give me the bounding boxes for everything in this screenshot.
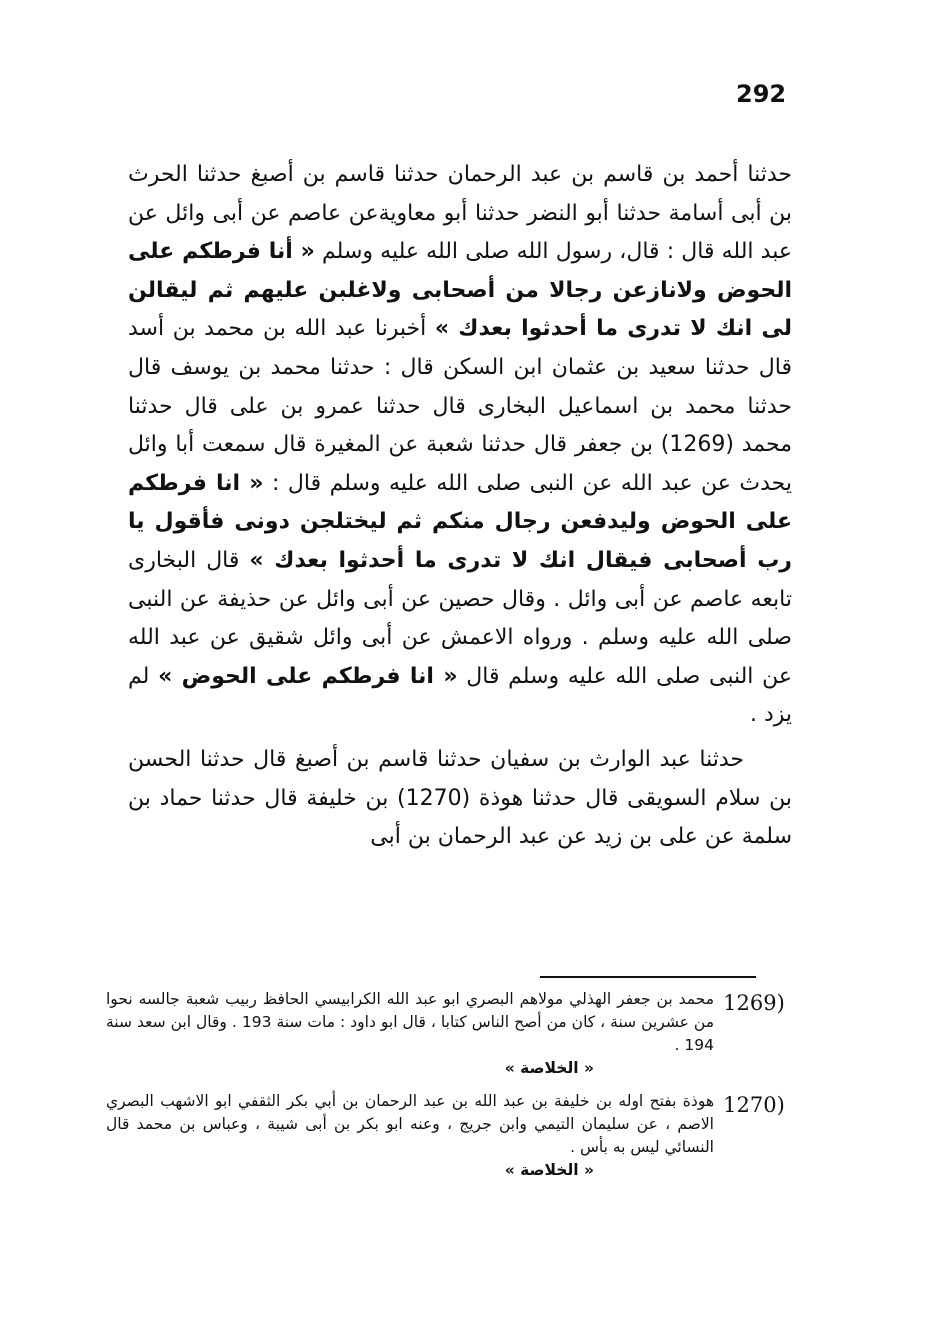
text-segment: قال البخارى تابعه عاصم عن أبى وائل . وقال حصين عن أبى وائل عن حذيفة عن النبى صلى الله عليه وسلم . ورواه الاعمش عن أبى وائل شقيق عن عبد الله عن النبى صلى الله عليه وسلم قال: [128, 547, 792, 689]
paragraph-2: حدثنا عبد الوارث بن سفيان حدثنا قاسم بن أصبغ قال حدثنا الحسن بن سلام السويقى قال حدثنا هوذة (1270) بن خليفة قال حدثنا حماد بن سلمة عن على بن زيد عن عبد الرحمان بن أبى: [128, 746, 792, 850]
main-text-body: [128, 156, 792, 857]
footnote-text: هوذة بفتح اوله بن خليفة بن عبد الله بن عبد الرحمان بن أبي بكر الثقفي ابو الاشهب البصري الاصم ، عن سليمان التيمي وابن جريج ، وعنه ابو بكر بن أبى شيبة ، وعباس بن محمد قال النسائي ليس به بأس .: [106, 1092, 714, 1156]
text-segment: أخبرنا عبد الله بن محمد بن أسد قال حدثنا سعيد بن عثمان ابن السكن قال : حدثنا محمد بن يوسف قال حدثنا محمد بن اسماعيل البخارى قال حدثنا عمرو بن على قال حدثنا محمد (1269) بن جعفر قال حدثنا شعبة عن المغيرة قال سمعت أبا وائل يحدث عن عبد الله عن النبى صلى الله عليه وسلم قال :: [128, 316, 793, 496]
hadith-quote: « انا فرطكم على الحوض وليدفعن رجال منكم ثم ليختلجن دونى فأقول يا رب أصحابى فيقال انك لا تدرى ما أحدثوا بعدك »: [128, 470, 792, 573]
page-number: 292: [736, 80, 787, 108]
footnote-source: « الخلاصة »: [504, 1161, 594, 1179]
hadith-quote: « انا فرطكم على الحوض »: [158, 663, 458, 689]
footnote-body: [106, 988, 714, 1080]
footnote-number: 1269): [723, 991, 785, 1015]
footnote-number: 1270): [723, 1093, 785, 1117]
footnote-source: « الخلاصة »: [504, 1059, 594, 1077]
footnote-divider: [540, 976, 756, 978]
hadith-quote: « أنا فرطكم على الحوض ولانازعن رجالا من أصحابى ولاغلبن عليهم ثم ليقالن لى انك لا تدرى ما أحدثوا بعدك »: [128, 239, 792, 342]
footnotes-section: [106, 988, 794, 1192]
footnote-body: [106, 1090, 714, 1182]
text-segment: لم يزد .: [128, 663, 792, 728]
footnote-text: محمد بن جعفر الهذلي مولاهم البصري ابو عبد الله الكرابيسي الحافظ ربيب شعبة جالسه نحوا من عشرين سنة ، كان من أصح الناس كتابا ، قال ابو داود : مات سنة 193 . وقال ابن سعد سنة 194 .: [106, 990, 715, 1054]
footnote-1270: [106, 1090, 794, 1182]
paragraph-1: [128, 156, 792, 735]
text-segment: حدثنا أحمد بن قاسم بن عبد الرحمان حدثنا قاسم بن أصبغ حدثنا الحرث بن أبى أسامة حدثنا أبو النضر حدثنا أبو معاويةعن عاصم عن أبى وائل عن عبد الله قال : قال، رسول الله صلى الله عليه وسلم: [128, 162, 792, 265]
footnote-1269: [106, 988, 794, 1080]
